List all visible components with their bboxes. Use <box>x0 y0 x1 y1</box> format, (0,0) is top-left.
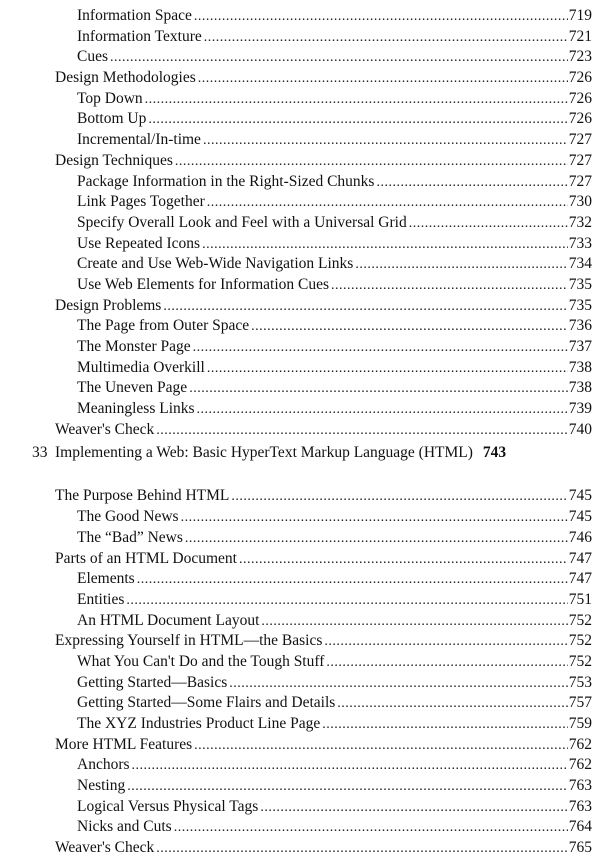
toc-entry-line <box>77 652 592 674</box>
toc-entry-line <box>77 358 592 380</box>
toc-entry-page: 726 <box>568 89 592 107</box>
dot-leader <box>239 550 568 571</box>
toc-entry-page: 752 <box>568 632 592 650</box>
toc-entry <box>0 399 600 420</box>
toc-entry-title: Information Texture <box>77 27 202 45</box>
toc-entry-line <box>77 693 592 715</box>
toc-entry-page: 723 <box>568 48 592 66</box>
toc-entry-line <box>77 378 592 400</box>
toc-entry <box>0 507 600 528</box>
toc-entry-page: 757 <box>568 694 592 712</box>
toc-entry-page: 730 <box>568 193 592 211</box>
toc-entry-title: Expressing Yourself in HTML—the Basics <box>55 632 323 650</box>
toc-entry <box>0 486 600 507</box>
toc-entry-line <box>77 192 592 214</box>
dot-leader <box>132 756 568 777</box>
toc-entry-title: The XYZ Industries Product Line Page <box>77 715 321 732</box>
toc-entry-page: 733 <box>568 234 592 252</box>
toc-entry-line <box>77 109 592 131</box>
toc-entry-line <box>77 47 592 69</box>
dot-leader <box>174 818 568 839</box>
toc-entry-line <box>77 172 592 194</box>
dot-leader <box>156 839 568 860</box>
toc-entry-line <box>77 399 592 421</box>
toc-entry-title: Multimedia Overkill <box>77 358 205 376</box>
toc-entry <box>0 569 600 590</box>
dot-leader <box>163 297 567 318</box>
dot-leader <box>194 7 568 28</box>
toc-entry-title: An HTML Document Layout <box>77 611 260 629</box>
toc-entry-page: 746 <box>568 528 592 546</box>
toc-entry-page: 727 <box>568 151 592 169</box>
toc-entry-title: Use Repeated Icons <box>77 234 201 252</box>
toc-entry <box>0 151 600 172</box>
toc-entry-line <box>55 151 592 173</box>
toc-entry-line <box>77 275 592 297</box>
toc-entry-line <box>77 817 592 839</box>
toc-entry-page: 747 <box>568 549 592 567</box>
chapter-heading <box>0 443 600 486</box>
toc-entry <box>0 296 600 317</box>
toc-entry-page: 727 <box>568 131 592 149</box>
toc-entry-page: 745 <box>568 508 592 526</box>
dot-leader <box>198 69 568 90</box>
toc-entry-line <box>77 213 592 235</box>
toc-entry-page: 721 <box>568 27 592 45</box>
toc-entry <box>0 130 600 151</box>
toc-entry-title: Logical Versus Physical Tags <box>77 797 259 815</box>
toc-entry <box>0 109 600 130</box>
dot-leader <box>194 736 568 757</box>
toc-entry-line <box>55 68 592 90</box>
dot-leader <box>181 508 568 529</box>
toc-entry-line <box>77 316 592 338</box>
toc-entry <box>0 192 600 213</box>
toc-entry <box>0 420 600 441</box>
toc-entry-title: The Good News <box>77 508 179 526</box>
toc-entry-title: Create and Use Web-Wide Navigation Links <box>77 255 354 273</box>
toc-entry-line <box>55 296 592 318</box>
toc-entry-title: Anchors <box>77 756 130 774</box>
toc-entry-page: 727 <box>568 172 592 190</box>
toc-entry <box>0 528 600 549</box>
toc-entry-page: 735 <box>568 275 592 293</box>
toc-entry <box>0 254 600 275</box>
dot-leader <box>145 90 568 111</box>
toc-entry-line <box>77 254 592 276</box>
toc-entry-page: 752 <box>568 652 592 670</box>
dot-leader <box>322 715 568 736</box>
toc-entry-title: Incremental/In-time <box>77 131 201 149</box>
toc-entry-page: 739 <box>568 400 592 418</box>
toc-entry-title: Use Web Elements for Information Cues <box>77 275 330 293</box>
toc-entry-page: 763 <box>568 797 592 815</box>
dot-leader <box>137 570 568 591</box>
toc-entry-title: Nesting <box>77 777 126 795</box>
dot-leader <box>126 591 567 612</box>
dot-leader <box>203 131 568 152</box>
toc-entry-title: Meaningless Links <box>77 400 195 418</box>
toc-entry-page: 765 <box>568 839 592 857</box>
toc-entry-page: 740 <box>568 420 592 438</box>
toc-entry-title: Top Down <box>77 89 143 107</box>
toc-entry-page: 752 <box>568 611 592 629</box>
dot-leader <box>251 317 568 338</box>
toc-entry-line <box>77 714 592 736</box>
toc-entry-page: 734 <box>568 255 592 273</box>
dot-leader <box>185 529 568 550</box>
toc-entry-line <box>55 735 592 757</box>
chapter-title-block <box>55 443 575 464</box>
toc-entry-title: Elements <box>77 570 135 588</box>
toc-entry-title: Design Problems <box>55 296 162 314</box>
dot-leader <box>207 193 568 214</box>
toc-entry <box>0 797 600 818</box>
toc-entry-page: 759 <box>568 715 592 732</box>
toc-entry-title: The Page from Outer Space <box>77 317 250 335</box>
toc-entry-line <box>77 797 592 819</box>
toc-entry-title: Design Techniques <box>55 151 173 169</box>
toc-entry <box>0 549 600 570</box>
toc-entry-page: 726 <box>568 110 592 128</box>
toc-entry <box>0 89 600 110</box>
toc-entry-line <box>77 507 592 529</box>
toc-entry <box>0 714 600 735</box>
toc-entry <box>0 838 600 859</box>
toc-entry-line <box>55 549 592 571</box>
toc-entry-line <box>77 528 592 550</box>
toc-entry-page: 738 <box>568 358 592 376</box>
toc-entry <box>0 213 600 234</box>
toc-entry-line <box>77 673 592 695</box>
toc-entry <box>0 27 600 48</box>
toc-entry-title: Package Information in the Right-Sized Chunks <box>77 172 375 190</box>
toc-entry-title: More HTML Features <box>55 735 193 753</box>
toc-entry-line <box>77 590 592 612</box>
toc-entry <box>0 378 600 399</box>
dot-leader <box>355 255 567 276</box>
toc-entry <box>0 693 600 714</box>
toc-entry-page: 732 <box>568 213 592 231</box>
toc-entry-page: 747 <box>568 570 592 588</box>
dot-leader <box>261 612 567 633</box>
toc-entry <box>0 68 600 89</box>
toc-entry-title: Weaver's Check <box>55 420 155 438</box>
dot-leader <box>202 235 568 256</box>
toc-section-before <box>0 6 600 440</box>
toc-section-after <box>0 486 600 858</box>
chapter-number: 33 <box>32 444 48 462</box>
toc-entry-line <box>77 27 592 49</box>
toc-entry-line <box>77 89 592 111</box>
toc-entry-page: 763 <box>568 777 592 795</box>
toc-entry <box>0 590 600 611</box>
toc-entry-title: Getting Started—Basics <box>77 673 228 691</box>
toc-entry-line <box>77 337 592 359</box>
toc-entry <box>0 47 600 68</box>
toc-entry-title: Design Methodologies <box>55 69 196 87</box>
toc-entry-line <box>77 776 592 798</box>
toc-entry-page: 737 <box>568 338 592 355</box>
toc-entry <box>0 673 600 694</box>
toc-entry-line <box>55 420 592 442</box>
toc-entry <box>0 275 600 296</box>
dot-leader <box>148 110 567 131</box>
dot-leader <box>110 48 568 69</box>
toc-entry-page: 719 <box>568 7 592 24</box>
toc-entry-title: Nicks and Cuts <box>77 818 172 836</box>
dot-leader <box>331 276 568 297</box>
toc-entry-line <box>55 486 592 508</box>
dot-leader <box>260 798 567 819</box>
dot-leader <box>127 777 568 798</box>
toc-entry-line <box>77 130 592 152</box>
toc-entry <box>0 652 600 673</box>
toc-entry-title: The Uneven Page <box>77 379 188 397</box>
toc-entry-page: 745 <box>568 487 592 505</box>
toc-entry-page: 762 <box>568 735 592 753</box>
dot-leader <box>204 28 568 49</box>
dot-leader <box>207 359 568 380</box>
dot-leader <box>376 173 567 194</box>
toc-entry <box>0 631 600 652</box>
dot-leader <box>324 632 567 653</box>
dot-leader <box>337 694 567 715</box>
toc-entry-title: Link Pages Together <box>77 193 205 211</box>
toc-entry-page: 762 <box>568 756 592 774</box>
toc-entry-line <box>55 631 592 653</box>
dot-leader <box>189 379 568 400</box>
toc-entry-title: The “Bad” News <box>77 528 183 546</box>
toc-entry-title: Weaver's Check <box>55 839 155 857</box>
toc-entry-line <box>77 755 592 777</box>
toc-entry-page: 764 <box>568 818 592 836</box>
dot-leader <box>156 421 568 442</box>
toc-entry-page: 738 <box>568 379 592 397</box>
toc-entry-title: The Monster Page <box>77 338 191 355</box>
toc-entry-title: Bottom Up <box>77 110 147 128</box>
toc-entry-page: 735 <box>568 296 592 314</box>
toc-entry-title: Cues <box>77 48 108 66</box>
toc-entry <box>0 234 600 255</box>
dot-leader <box>231 487 567 508</box>
toc-entry-title: Information Space <box>77 7 192 24</box>
toc-entry-title: Parts of an HTML Document <box>55 549 237 567</box>
toc-entry <box>0 337 600 358</box>
toc-entry-title: The Purpose Behind HTML <box>55 487 230 505</box>
toc-entry <box>0 6 600 27</box>
toc-entry <box>0 735 600 756</box>
toc-entry-line <box>77 234 592 256</box>
dot-leader <box>326 653 567 674</box>
dot-leader <box>175 152 568 173</box>
toc-entry <box>0 776 600 797</box>
toc-entry <box>0 172 600 193</box>
dot-leader <box>197 400 568 421</box>
toc-entry-page: 753 <box>568 673 592 691</box>
toc-entry <box>0 316 600 337</box>
table-of-contents <box>0 6 600 859</box>
toc-entry <box>0 817 600 838</box>
dot-leader <box>409 214 568 235</box>
toc-entry-page: 751 <box>568 590 592 608</box>
chapter-page: 743 <box>482 444 507 462</box>
dot-leader <box>193 338 568 359</box>
toc-entry-title: What You Can't Do and the Tough Stuff <box>77 652 325 670</box>
toc-entry-page: 736 <box>568 317 592 335</box>
toc-entry-line <box>77 6 592 28</box>
dot-leader <box>229 674 568 695</box>
toc-entry-title: Entities <box>77 590 125 608</box>
toc-entry-title: Getting Started—Some Flairs and Details <box>77 694 336 712</box>
toc-entry-line <box>77 611 592 633</box>
toc-entry-page: 726 <box>568 69 592 87</box>
toc-entry-line <box>77 569 592 591</box>
toc-entry <box>0 755 600 776</box>
toc-entry-title: Specify Overall Look and Feel with a Universal Grid <box>77 213 407 231</box>
toc-entry <box>0 358 600 379</box>
chapter-title: Implementing a Web: Basic HyperText Markup Language (HTML) <box>55 444 473 462</box>
toc-entry <box>0 611 600 632</box>
